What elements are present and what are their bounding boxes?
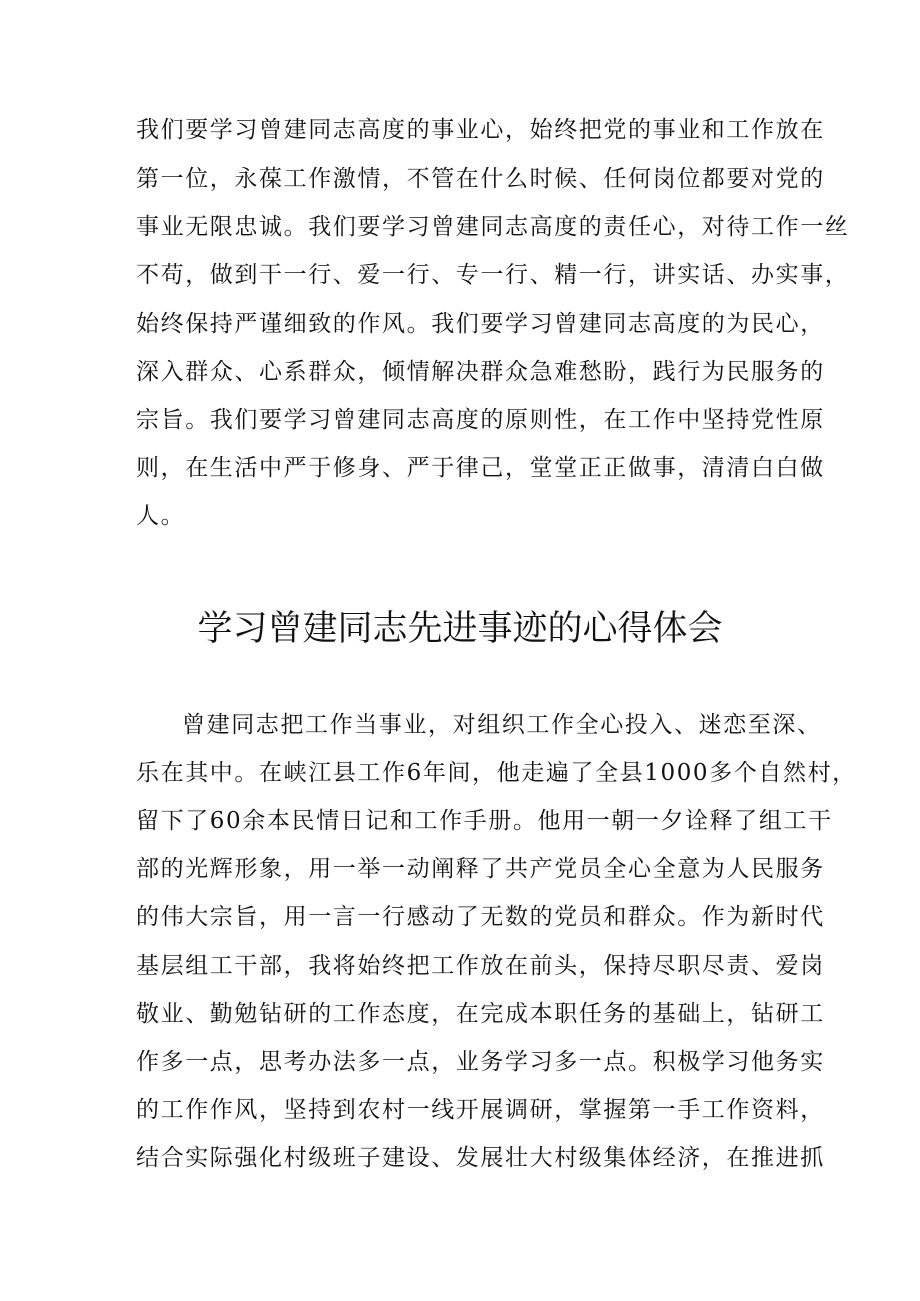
paragraph-line: 则，在生活中严于修身、严于律己，堂堂正正做事，清清白白做 [136,455,825,481]
paragraph-line: 深入群众、心系群众，倾情解决群众急难愁盼，践行为民服务的 [136,359,825,385]
page-title: 学习曾建同志先进事迹的心得体会 [197,609,723,649]
paragraph-line: 结合实际强化村级班子建设、发展壮大村级集体经济，在推进抓 [136,1145,825,1171]
paragraph-line: 的伟大宗旨，用一言一行感动了无数的党员和群众。作为新时代 [136,904,825,930]
paragraph-line: 事业无限忠诚。我们要学习曾建同志高度的责任心，对待工作一丝 [136,214,850,240]
paragraph-line: 留下了60余本民情日记和工作手册。他用一朝一夕诠释了组工干 [136,808,833,834]
paragraph-line: 敬业、勤勉钻研的工作态度，在完成本职任务的基础上，钻研工 [136,1001,825,1027]
paragraph-line: 曾建同志把工作当事业，对组织工作全心投入、迷恋至深、 [182,712,822,738]
paragraph-line: 宗旨。我们要学习曾建同志高度的原则性，在工作中坚持党性原 [136,407,825,433]
paragraph-line: 的工作作风，坚持到农村一线开展调研，掌握第一手工作资料， [136,1097,825,1123]
paragraph-line: 乐在其中。在峡江县工作6年间，他走遍了全县1000多个自然村， [136,760,857,786]
paragraph-line: 始终保持严谨细致的作风。我们要学习曾建同志高度的为民心， [136,311,825,337]
paragraph-line: 基层组工干部，我将始终把工作放在前头，保持尽职尽责、爱岗 [136,953,825,979]
paragraph-line: 第一位，永葆工作激情，不管在什么时候、任何岗位都要对党的 [136,166,825,192]
paragraph-line: 不苟，做到干一行、爱一行、专一行、精一行，讲实话、办实事， [136,262,850,288]
paragraph-line: 作多一点，思考办法多一点，业务学习多一点。积极学习他务实 [136,1049,825,1075]
paragraph-line: 部的光辉形象，用一举一动阐释了共产党员全心全意为人民服务 [136,856,825,882]
paragraph-line: 人。 [136,503,186,529]
paragraph-line: 我们要学习曾建同志高度的事业心，始终把党的事业和工作放在 [136,117,825,143]
